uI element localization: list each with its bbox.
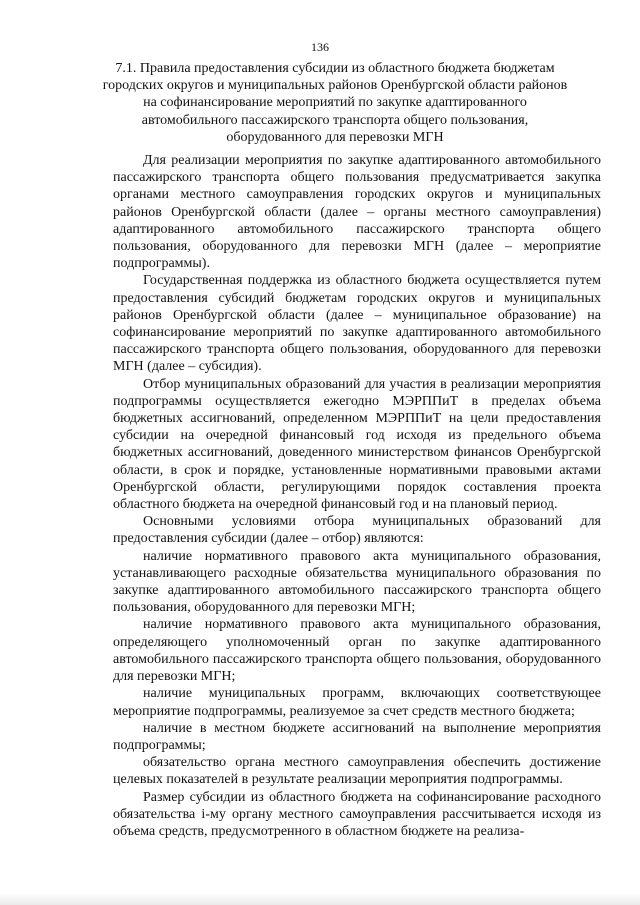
list-item: наличие в местном бюджете ассигнований на выполнение мероприятия подпрограммы; xyxy=(113,720,601,753)
page-bottom-edge xyxy=(0,893,640,905)
list-item: наличие нормативного правового акта муниципального образования, определяющего уполномоченный орган по закупке адаптированного автомобильного пассажирского транспорта общего пользования, оборудованного для перевозки МГН; xyxy=(113,617,601,685)
list-item: наличие нормативного правового акта муниципального образования, устанавливающего расходные обязательства муниципального образования по закупке адаптированного автомобильного пассажирского транспорта общего пользования, оборудованного для перевозки МГН; xyxy=(113,548,601,616)
paragraph: Государственная поддержка из областного бюджета осуществляется путем предоставления субсидий бюджетам городских округов и муниципальных районов Оренбургской области (далее – муниципальное образование) на софинансирование мероприятий по закупке адаптированного автомобильного пассажирского транспорта общего пользования, оборудованного для перевозки МГН (далее – субсидия). xyxy=(113,273,601,375)
document-body xyxy=(113,152,601,840)
list-item: обязательство органа местного самоуправления обеспечить достижение целевых показателей в результате реализации мероприятия подпрограммы. xyxy=(113,755,601,788)
list-item: наличие муниципальных программ, включающих соответствующее мероприятие подпрограммы, реализуемое за счет средств местного бюджета; xyxy=(113,686,601,719)
paragraph: Отбор муниципальных образований для участия в реализации мероприятия подпрограммы осуществляется ежегодно МЭРППиТ в пределах объема бюджетных ассигнований, определенном МЭРППиТ на цели предоставления субсидии на очередной финансовый год исходя из предельного объема бюджетных ассигнований, доведенного министерством финансов Оренбургской области, в срок и порядке, установленные нормативными правовыми актами Оренбургской области, регулирующими порядок составления проекта областного бюджета на очередной финансовый год и на плановый период. xyxy=(113,376,601,513)
paragraph: Основными условиями отбора муниципальных образований для предоставления субсидии (далее – отбор) являются: xyxy=(113,514,601,547)
section-heading: 7.1. Правила предоставления субсидии из областного бюджета бюджетам городских округов и муниципальных районов Оренбургской области районов на софинансирование мероприятий по закупке адаптированного автомобильного пассажирского транспорта общего пользования, оборудованного для перевозки МГН xyxy=(102,61,568,145)
paragraph: Для реализации мероприятия по закупке адаптированного автомобильного пассажирского транспорта общего пользования предусматривается закупка органами местного самоуправления городских округов и муниципальных районов Оренбургской области (далее – органы местного самоуправления) адаптированного автомобильного пассажирского транспорта общего пользования, оборудованного для перевозки МГН (далее – мероприятие подпрограммы). xyxy=(113,153,601,272)
page-number: 136 xyxy=(311,40,329,54)
paragraph: Размер субсидии из областного бюджета на софинансирование расходного обязательства i-му органу местного самоуправления рассчитывается исходя из объема средств, предусмотренного в областном бюджете на реализа- xyxy=(113,789,601,839)
